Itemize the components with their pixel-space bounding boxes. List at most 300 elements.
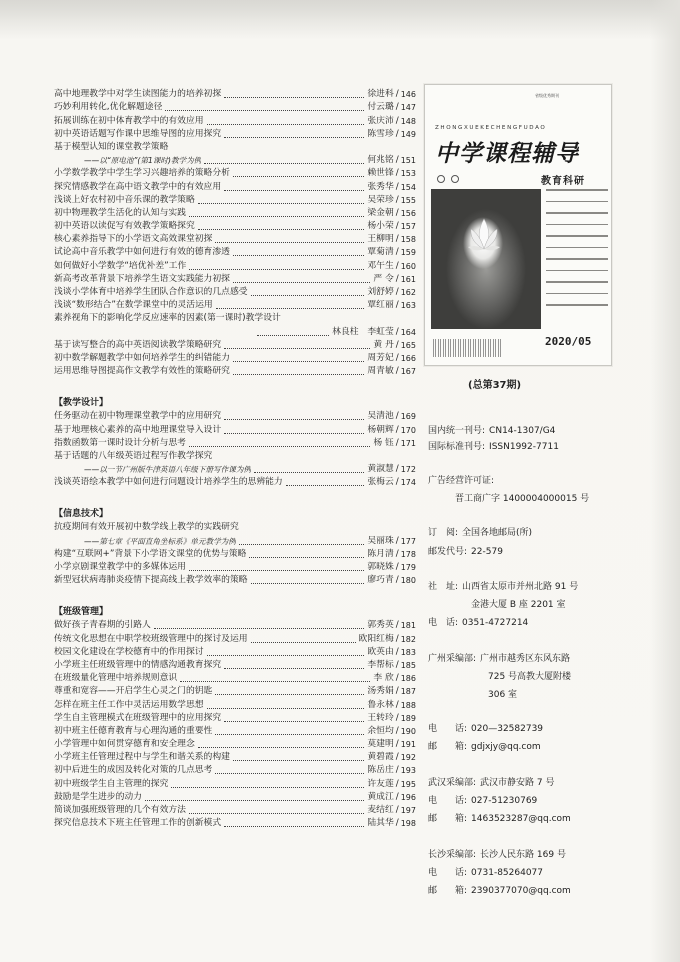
toc-leader-dots [207, 708, 365, 709]
changsha-phone: 电 话: 0731-85264077 [428, 868, 544, 878]
toc-entry-page: 193 [400, 766, 416, 776]
toc-entry [54, 534, 416, 547]
toc-leader-dots [189, 446, 370, 447]
toc-entry [54, 128, 416, 141]
toc-entry-author: 刘舒婷 [367, 287, 394, 297]
toc-leader-dots [224, 433, 364, 434]
toc-entry-author: 李 欣 [373, 673, 394, 684]
toc-entry-title: 尊重和宽容——开启学生心灵之门的钥匙 [54, 686, 213, 697]
toc-entry-author: 杨小荣 [367, 221, 394, 232]
changsha-email: 邮 箱: 2390377070@qq.com [428, 886, 571, 896]
toc-entry [54, 352, 416, 365]
toc-entry [54, 180, 416, 193]
toc-separator: / [395, 273, 399, 284]
toc-separator: / [395, 620, 399, 631]
toc-entry-author: 黄碧霞 [367, 752, 394, 763]
toc-separator: / [395, 234, 399, 245]
toc-leader-dots [145, 800, 364, 801]
toc-separator: / [395, 411, 399, 422]
toc-leader-dots [224, 137, 364, 138]
toc-separator: / [395, 562, 399, 572]
toc-entry-author: 李帮标 [367, 659, 394, 670]
guangzhou-email: 邮 箱: gdjxjy@qq.com [428, 742, 541, 752]
toc-separator: / [395, 194, 399, 205]
toc-entry-page: 161 [400, 274, 416, 284]
toc-entry [54, 423, 416, 436]
toc-leader-dots [233, 282, 370, 283]
toc-entry-title: 基于模型认知的课堂教学策略 [54, 141, 169, 152]
toc-entry-page: 172 [400, 465, 416, 475]
toc-leader-dots [215, 734, 364, 735]
toc-separator: / [395, 326, 399, 337]
cover-lotus-photo [431, 189, 541, 329]
head-office-phone: 电 话: 0351-4727214 [428, 618, 529, 628]
toc-entry-author: 汤秀娟 [367, 686, 394, 697]
toc-entry-author: 林良柱 李虹莹 [332, 326, 394, 337]
toc-entry-title: 探究情感教学在高中语文教学中的有效应用 [54, 181, 222, 192]
toc-leader-dots [154, 628, 365, 629]
wuhan-email: 邮 箱: 1463523287@qq.com [428, 814, 571, 824]
lotus-flower-icon [465, 215, 503, 259]
toc-entry-author: 赖世锋 [367, 168, 394, 179]
postal-code: 邮发代号: 22-579 [428, 547, 503, 557]
toc-entry-author: 周青敏 [367, 366, 394, 377]
toc-entry-author: 许友莲 [367, 778, 394, 789]
toc-separator: / [395, 464, 399, 475]
toc-entry [54, 246, 416, 259]
toc-separator: / [395, 633, 399, 644]
toc-entry [54, 804, 416, 817]
toc-entry-title: 小学数学教学中学生学习兴趣培养的策略分析 [54, 168, 230, 179]
toc-entry [54, 791, 416, 804]
toc-entry-title: 核心素养指导下的小学语文高效课堂初探 [54, 234, 213, 245]
toc-leader-dots [224, 97, 364, 98]
toc-leader-dots [251, 642, 356, 643]
toc-entry [54, 561, 416, 574]
toc-separator: / [395, 207, 399, 218]
toc-entry-page: 192 [400, 753, 416, 763]
toc-entry-author: 吴荣珍 [367, 194, 394, 205]
toc-entry [54, 286, 416, 299]
issue-number: (总第37期) [468, 380, 522, 391]
toc-entry [54, 751, 416, 764]
toc-entry-title: 浅谈英语绘本教学中如何进行问题设计培养学生的思辨能力 [54, 477, 283, 488]
toc-separator: / [395, 646, 399, 657]
toc-separator: / [395, 686, 399, 697]
toc-separator: / [395, 791, 399, 802]
cover-issue-date: 2020/05 [545, 335, 592, 348]
toc-separator: / [395, 366, 399, 377]
toc-entry-page: 182 [400, 634, 416, 644]
toc-entry-title: 新高考改革背景下培养学生语文实践能力初探 [54, 273, 230, 284]
toc-entry-title: 学生自主管理模式在班级管理中的应用探究 [54, 712, 222, 723]
toc-separator: / [395, 339, 399, 350]
toc-entry-author: 何兆铭 [367, 155, 394, 166]
toc-entry-title: 小学班主任班级管理中的情感沟通教育探究 [54, 659, 222, 670]
toc-entry-page: 165 [400, 340, 416, 350]
toc-entry-page: 151 [400, 156, 416, 166]
toc-leader-dots [249, 557, 364, 558]
toc-entry [54, 194, 416, 207]
ad-license-value: 晋工商广字 1400004000015 号 [455, 494, 590, 504]
toc-entry-author: 黄 丹 [373, 339, 394, 350]
toc-entry [54, 685, 416, 698]
toc-leader-dots [215, 242, 364, 243]
toc-entry-page: 153 [400, 169, 416, 179]
toc-leader-dots [171, 787, 364, 788]
toc-entry [54, 777, 416, 790]
toc-entry [54, 672, 416, 685]
toc-entry-title: 素养视角下的影响化学反应速率的因素(第一课时)教学设计 [54, 313, 281, 324]
toc-entry-title: 试论高中音乐教学中如何进行有效的德育渗透 [54, 247, 230, 258]
toc-entry [54, 646, 416, 659]
toc-entry-page: 190 [400, 726, 416, 736]
toc-entry [54, 339, 416, 352]
toc-separator: / [395, 260, 399, 271]
toc-separator: / [395, 805, 399, 815]
toc-separator: / [395, 673, 399, 684]
toc-entry-page: 186 [400, 674, 416, 684]
wuhan-office: 武汉采编部: 武汉市静安路 7 号 [428, 778, 555, 788]
toc-separator: / [395, 659, 399, 670]
toc-entry [54, 154, 416, 167]
toc-entry-author: 郭晓姝 [367, 562, 394, 572]
toc-entry-page: 171 [400, 438, 416, 448]
toc-entry-title: 怎样在班主任工作中灵活运用数学思想 [54, 699, 204, 710]
toc-entry-author: 陈岳庄 [367, 765, 394, 776]
toc-leader-dots [198, 203, 365, 204]
cover-thumbnail [424, 84, 612, 366]
toc-entry [54, 437, 416, 450]
toc-entry-title: 初中英语以读促写有效教学策略探究 [54, 221, 195, 232]
toc-entry [54, 764, 416, 777]
toc-entry [54, 207, 416, 220]
toc-entry-page: 183 [400, 647, 416, 657]
toc-entry-page: 189 [400, 713, 416, 723]
section-gap [54, 378, 416, 388]
toc-leader-dots [215, 694, 364, 695]
toc-entry [54, 738, 416, 751]
toc-separator: / [395, 818, 399, 829]
head-office-address: 社 址: 山西省太原市并州北路 91 号 [428, 582, 579, 592]
toc-entry-title: 浅谈上好农村初中音乐课的教学策略 [54, 194, 195, 205]
toc-entry-page: 147 [400, 103, 416, 113]
toc-leader-dots [198, 229, 365, 230]
cover-pinyin: ZHONGXUEKECHENGFUDAO [435, 125, 547, 131]
toc-entry-page: 196 [400, 792, 416, 802]
toc-leader-dots [180, 681, 370, 682]
toc-entry-page: 179 [400, 563, 416, 572]
toc-entry-author: 廖巧青 [367, 575, 394, 586]
toc-separator: / [395, 287, 399, 297]
toc-separator: / [395, 247, 399, 258]
toc-separator: / [395, 712, 399, 723]
toc-entry [54, 233, 416, 246]
toc-entry-page: 195 [400, 779, 416, 789]
subscription: 订 阅: 全国各地邮局(所) [428, 528, 533, 538]
toc-entry-author: 周芳妃 [367, 352, 394, 363]
toc-entry [54, 273, 416, 286]
toc-separator: / [395, 548, 399, 559]
toc-entry-page: 198 [400, 819, 416, 829]
toc-entry [54, 574, 416, 587]
toc-entry-page: 163 [400, 301, 416, 311]
wuhan-phone: 电 话: 027-51230769 [428, 796, 538, 806]
section-heading: 【教学设计】 [54, 398, 109, 409]
toc-entry [54, 259, 416, 272]
toc-entry-title: 初中物理教学生活化的认知与实践 [54, 207, 186, 218]
toc-leader-dots [189, 216, 364, 217]
toc-entry-title: 任务驱动在初中物理课堂教学中的应用研究 [54, 411, 222, 422]
toc-leader-dots [286, 485, 365, 486]
toc-entry-page: 169 [400, 412, 416, 422]
toc-leader-dots [251, 295, 365, 296]
toc-entry-author: 王转玲 [367, 712, 394, 723]
toc-separator: / [395, 765, 399, 776]
toc-entry-page: 166 [400, 353, 416, 363]
toc-entry-page: 160 [400, 261, 416, 271]
toc-entry-page: 159 [400, 248, 416, 258]
toc-separator: / [395, 181, 399, 192]
toc-entry-author: 莫建明 [367, 739, 394, 750]
toc-entry-author: 陆其华 [367, 818, 394, 829]
toc-entry-author: 张秀华 [367, 181, 394, 192]
issn-number: 国际标准刊号: ISSN1992-7711 [428, 442, 559, 452]
logo-circle-icon [437, 175, 445, 183]
toc-leader-dots [224, 668, 364, 669]
toc-entry-title: 构建“互联网+”背景下小学语文课堂的优势与策略 [54, 548, 247, 559]
toc-entry-author: 吴清池 [367, 411, 394, 422]
toc-leader-dots [224, 721, 364, 722]
toc-separator: / [395, 102, 399, 113]
cover-edition: 教育科研 [541, 176, 585, 187]
toc-entry [54, 167, 416, 180]
toc-leader-dots [233, 361, 364, 362]
toc-leader-dots [224, 348, 370, 349]
toc-entry [54, 476, 416, 489]
toc-entry-title: 基于话题的八年级英语过程写作教学探究 [54, 450, 213, 461]
toc-leader-dots [239, 544, 364, 545]
toc-entry-author: 麦结红 [367, 805, 394, 815]
section-heading: 【信息技术】 [54, 509, 109, 520]
toc-entry-title: 简谈加强班级管理的几个有效方法 [54, 805, 186, 815]
toc-entry-author: 邓午生 [367, 260, 394, 271]
toc-entry-page: 154 [400, 182, 416, 192]
toc-entry-author: 严 令 [373, 273, 394, 284]
toc-entry-author: 张梅云 [367, 477, 394, 488]
toc-entry-page: 188 [400, 700, 416, 710]
toc-entry-page: 177 [400, 536, 416, 546]
toc-entry-title: 抗疫期间有效开展初中数学线上教学的实践研究 [54, 522, 239, 533]
toc-leader-dots [254, 472, 364, 473]
toc-entry-author: 覃菊清 [367, 247, 394, 258]
toc-entry-title: 初中数学解题教学中如何培养学生的纠错能力 [54, 352, 230, 363]
toc-entry-subtitle: ——以“原电池”(第1课时)教学为例 [84, 156, 202, 166]
toc-entry-title: 基于地理核心素养的高中地理课堂导入设计 [54, 424, 222, 435]
toc-entry [54, 365, 416, 378]
toc-entry-author: 杨 钰 [373, 437, 394, 448]
toc-entry-page: 180 [400, 576, 416, 586]
section-heading: 【班级管理】 [54, 607, 109, 618]
toc-entry-title: 初中后进生的成因及转化对策的几点思考 [54, 765, 213, 776]
toc-entry [54, 659, 416, 672]
toc-entry-page: 149 [400, 129, 416, 139]
toc-leader-dots [207, 124, 365, 125]
toc-entry-title: 传统文化思想在中职学校班级管理中的探讨及运用 [54, 633, 248, 644]
toc-entry [54, 325, 416, 338]
toc-entry-page: 164 [400, 327, 416, 337]
toc-entry [54, 712, 416, 725]
toc-entry-author: 吴丽珠 [367, 535, 394, 546]
toc-leader-dots [189, 570, 364, 571]
toc-entry-page: 156 [400, 208, 416, 218]
toc-entry-title: 巧妙利用转化,优化解题途径 [54, 102, 163, 113]
toc-leader-dots [224, 419, 364, 420]
toc-entry-title: 浅谈“数形结合”在数学课堂中的灵活运用 [54, 300, 213, 311]
toc-entry-author: 欧阳红梅 [358, 633, 394, 644]
toc-entry-page: 174 [400, 478, 416, 488]
toc-entry [54, 548, 416, 561]
logo-circle-icon [451, 175, 459, 183]
toc-entry-author: 黄成江 [367, 791, 394, 802]
toc-entry-title: 鼓励是学生进步的动力 [54, 791, 142, 802]
toc-entry-page: 197 [400, 806, 416, 815]
toc-entry-subtitle: ——以一节广州版牛津英语八年级下册写作课为例 [84, 465, 252, 475]
toc-entry-page: 158 [400, 235, 416, 245]
toc-entry [54, 88, 416, 101]
toc-entry-page: 155 [400, 195, 416, 205]
toc-entry [54, 220, 416, 233]
toc-entry [54, 619, 416, 632]
toc-separator: / [395, 778, 399, 789]
toc-entry-author: 梁金朝 [367, 207, 394, 218]
toc-entry-title: 初中班主任德育教育与心理沟通的重要性 [54, 725, 213, 736]
toc-entry-subtitle: ——第七章《平面直角坐标系》单元教学为例 [84, 536, 236, 546]
ad-license-label: 广告经营许可证: [428, 476, 495, 486]
toc-entry-page: 167 [400, 367, 416, 377]
toc-leader-dots [257, 335, 329, 336]
toc-entry-title: 在班级量化管理中培养规则意识 [54, 673, 178, 684]
toc-entry [54, 817, 416, 830]
toc-entry-title: 基于读写整合的高中英语阅读教学策略研究 [54, 339, 222, 350]
toc-leader-dots [189, 269, 364, 270]
toc-separator: / [395, 424, 399, 435]
toc-entry-title: 拓展训练在初中体育教学中的有效应用 [54, 115, 204, 126]
toc-leader-dots [215, 773, 364, 774]
toc-separator: / [395, 168, 399, 179]
toc-entry-page: 170 [400, 425, 416, 435]
toc-entry-title: 初中班级学生自主管理的探究 [54, 778, 169, 789]
toc-entry-title: 小学管理中如何贯穿德育和安全理念 [54, 739, 195, 750]
toc-separator: / [395, 699, 399, 710]
toc-separator: / [395, 221, 399, 232]
toc-entry-author: 杨朝辉 [367, 424, 394, 435]
toc-entry-author: 陈雪珍 [367, 128, 394, 139]
toc-separator: / [395, 752, 399, 763]
cover-logos [437, 175, 459, 183]
toc-entry [54, 725, 416, 738]
toc-entry [54, 299, 416, 312]
toc-entry-page: 157 [400, 222, 416, 232]
toc-entry-page: 146 [400, 90, 416, 100]
cover-top-text: 省级优秀期刊 [535, 93, 559, 98]
toc-separator: / [395, 300, 399, 311]
section-gap [54, 587, 416, 597]
toc-entry-title: 指数函数第一课时设计分析与思考 [54, 437, 186, 448]
toc-entry-author: 黄淑慧 [367, 464, 394, 475]
table-of-contents [54, 88, 416, 830]
toc-entry-title: 浅谈小学体育中培养学生团队合作意识的几点感受 [54, 287, 248, 297]
toc-leader-dots [216, 308, 365, 309]
toc-entry-title: 校园文化建设在学校德育中的作用探讨 [54, 646, 204, 657]
toc-entry-title: 探究信息技术下班主任管理工作的创新模式 [54, 818, 222, 829]
toc-leader-dots [233, 760, 364, 761]
toc-entry-title: 小学班主任管理过程中与学生和谐关系的构建 [54, 752, 230, 763]
cover-title: 中学课程辅导 [435, 140, 579, 167]
toc-separator: / [395, 128, 399, 139]
cover-barcode [433, 339, 503, 357]
toc-leader-dots [233, 374, 364, 375]
toc-entry [54, 101, 416, 114]
toc-entry-author: 欧英由 [367, 646, 394, 657]
toc-leader-dots [251, 583, 365, 584]
toc-entry-title: 小学京剧课堂教学中的多媒体运用 [54, 562, 186, 572]
toc-separator: / [395, 739, 399, 750]
toc-entry-page: 148 [400, 116, 416, 126]
toc-leader-dots [233, 176, 364, 177]
toc-separator: / [395, 575, 399, 586]
scan-shadow-right [650, 0, 680, 962]
toc-entry [54, 114, 416, 127]
toc-entry [54, 463, 416, 476]
toc-separator: / [395, 89, 399, 100]
head-office-address-2: 金港大厦 B 座 2201 室 [471, 600, 566, 610]
toc-entry-page: 181 [400, 621, 416, 631]
toc-entry-author: 陈月清 [367, 548, 394, 559]
toc-entry-page: 191 [400, 740, 416, 750]
toc-entry [54, 410, 416, 423]
changsha-office: 长沙采编部: 长沙人民东路 169 号 [428, 850, 566, 860]
toc-leader-dots [233, 255, 364, 256]
toc-entry-page: 185 [400, 660, 416, 670]
section-gap [54, 489, 416, 499]
toc-entry-author: 郭秀英 [367, 620, 394, 631]
toc-entry [54, 698, 416, 711]
toc-entry-author: 张庆沛 [367, 115, 394, 126]
toc-entry-title: 做好孩子青春期的引路人 [54, 620, 151, 631]
toc-separator: / [395, 437, 399, 448]
toc-entry-page: 178 [400, 549, 416, 559]
toc-entry-author: 余恒均 [367, 725, 394, 736]
toc-entry-title: 新型冠状病毒肺炎疫情下提高线上教学效率的策略 [54, 575, 248, 586]
toc-entry-title: 如何做好小学数学“培优补差”工作 [54, 260, 187, 271]
toc-leader-dots [224, 826, 364, 827]
toc-separator: / [395, 477, 399, 488]
guangzhou-phone: 电 话: 020—32582739 [428, 724, 544, 734]
toc-entry-author: 王柳明 [367, 234, 394, 245]
guangzhou-address-3: 306 室 [488, 690, 518, 700]
toc-leader-dots [189, 813, 364, 814]
toc-separator: / [395, 725, 399, 736]
toc-entry-page: 162 [400, 288, 416, 297]
guangzhou-address-2: 725 号高教大厦附楼 [488, 672, 572, 682]
toc-entry [54, 632, 416, 645]
toc-leader-dots [224, 190, 364, 191]
cn-number: 国内统一刊号: CN14-1307/G4 [428, 426, 556, 436]
toc-leader-dots [198, 747, 365, 748]
toc-separator: / [395, 155, 399, 166]
toc-entry-author: 付云璐 [367, 102, 394, 113]
